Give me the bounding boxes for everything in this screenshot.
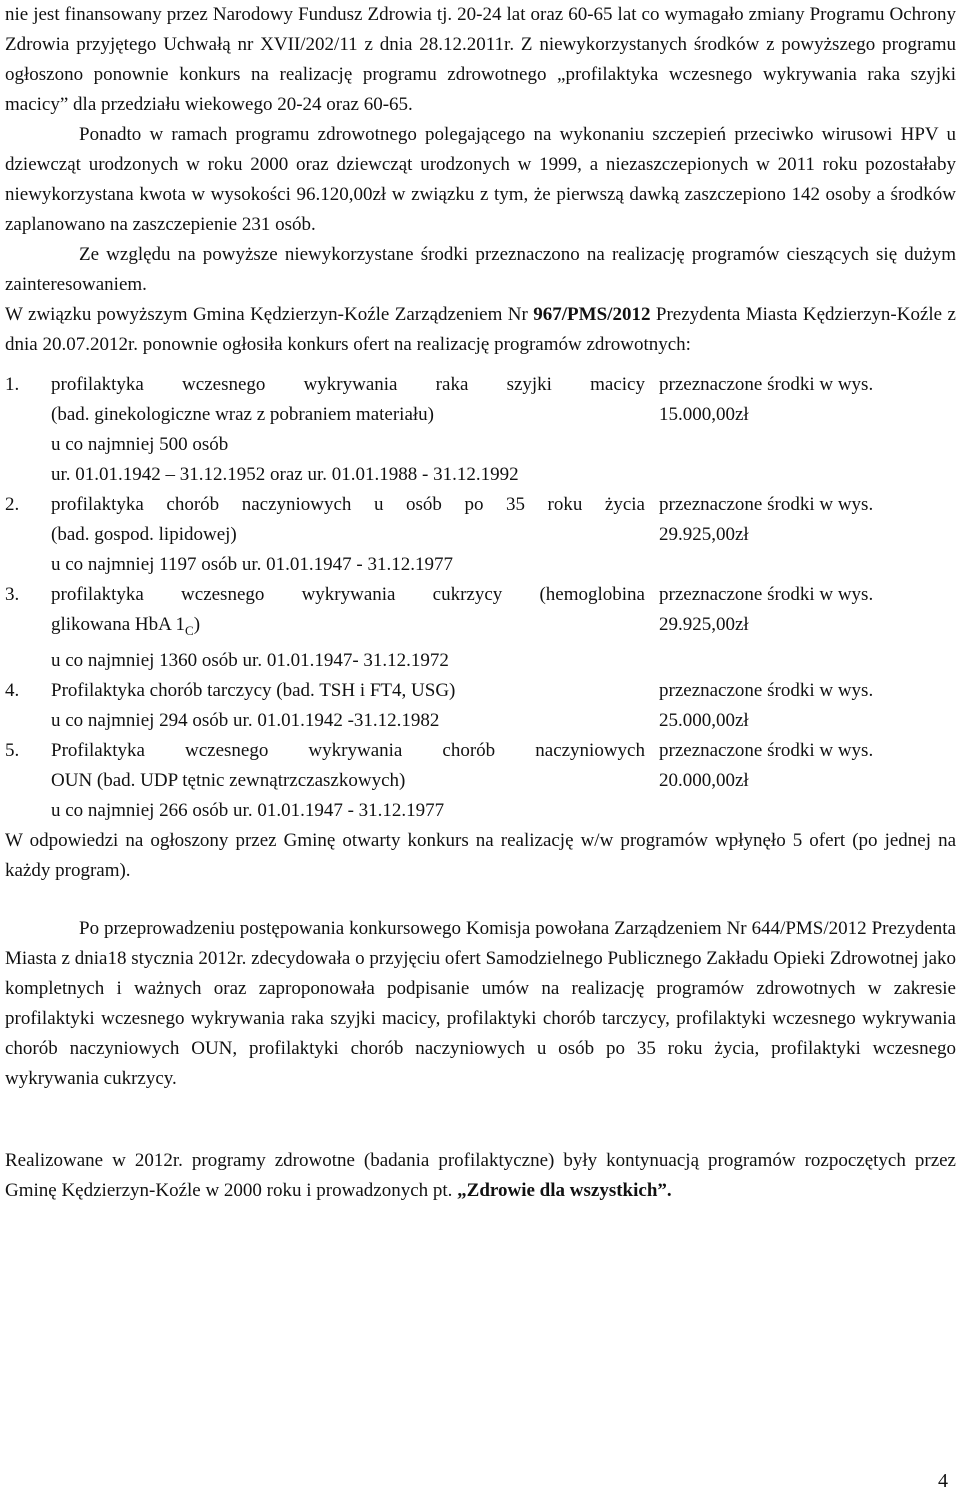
program-item: 3. profilaktyka wczesnego wykrywania cukrzycy (hemoglobina glikowana HbA $1_C$) u co najmniej 1360 osób ur. 01.01.1947- 31.12.1972 przeznaczone środki w wys. 29.925,00zł (5, 580, 956, 676)
program-list (5, 370, 956, 826)
funds-amount: 29.925,00zł (659, 614, 749, 635)
program-item: 1. profilaktyka wczesnego wykrywania raka szyjki macicy (bad. ginekologiczne wraz z pobraniem materiału) u co najmniej 500 osób ur. 01.01.1942 – 31.12.1952 oraz ur. 01.01.1988 - 31.12.1992 przeznaczone środki w wys. 15.000,00zł (5, 370, 956, 490)
ordinance-number: 967/PMS/2012 (533, 304, 651, 325)
paragraph-reallocation: Ze względu na powyższe niewykorzystane środki przeznaczono na realizację programów cieszących się dużym zainteresowaniem. (5, 244, 956, 295)
paragraph-hpv: Ponadto w ramach programu zdrowotnego polegającego na wykonaniu szczepień przeciwko wirusowi HPV u dziewcząt urodzonych w roku 2000 oraz dziewcząt urodzonych w 1999, a niezaszczepionych w 2011 roku pozostałaby niewykorzystana kwota w wysokości 96.120,00zł w związku z tym, że pierwszą dawką zaszczepiono 142 osoby a środków zaplanowano na zaszczepienie 231 osób. (5, 124, 956, 235)
paragraph-announcement: W związku powyższym Gmina Kędzierzyn-Koźle Zarządzeniem Nr 967/PMS/2012 Prezydenta Miasta Kędzierzyn-Koźle z dnia 20.07.2012r. ponownie ogłosiła konkurs ofert na realizację programów zdrowotnych: (5, 304, 956, 355)
funds-amount: 20.000,00zł (659, 769, 749, 791)
funds-amount: 29.925,00zł (659, 524, 749, 545)
program-item: 4. Profilaktyka chorób tarczycy (bad. TSH i FT4, USG) u co najmniej 294 osób ur. 01.01.1942 -31.12.1982 przeznaczone środki w wys. 25.000,00zł (5, 676, 956, 736)
paragraph-commission: Po przeprowadzeniu postępowania konkursowego Komisja powołana Zarządzeniem Nr 644/PMS/2012 Prezydenta Miasta z dnia18 stycznia 2012r. zdecydowała o przyjęciu ofert Samodzielnego Publicznego Zakładu Opieki Zdrowotnej jako kompletnych i ważnych oraz zaproponowała podpisanie umów na realizację programów zdrowotnych w zakresie profilaktyki wczesnego wykrywania raka szyjki macicy, profilaktyki chorób tarczycy, profilaktyki wczesnego wykrywania chorób naczyniowych OUN, profilaktyki chorób naczyniowych u osób po 35 roku życia, profilaktyki wczesnego wykrywania cukrzycy. (5, 917, 956, 1089)
program-item: 2. profilaktyka chorób naczyniowych u osób po 35 roku życia (bad. gospod. lipidowej) u co najmniej 1197 osób ur. 01.01.1947 - 31.12.1977 przeznaczone środki w wys. 29.925,00zł (5, 490, 956, 580)
funds-amount: 15.000,00zł (659, 404, 749, 425)
paragraph-funding: nie jest finansowany przez Narodowy Fundusz Zdrowia tj. 20-24 lat oraz 60-65 lat co wymagało zmiany Programu Ochrony Zdrowia przyjętego Uchwałą nr XVII/202/11 z dnia 28.12.2011r. Z niewykorzystanych środków z powyższego programu ogłoszono ponownie konkurs na realizację programu zdrowotnego „profilaktyka wczesnego wykrywania raka szyjki macicy” dla przedziału wiekowego 20-24 oraz 60-65. (5, 4, 956, 115)
page-number: 4 (938, 1470, 948, 1492)
program-title: „Zdrowie dla wszystkich”. (457, 1179, 672, 1201)
funds-amount: 25.000,00zł (659, 709, 749, 731)
program-item: 5. Profilaktyka wczesnego wykrywania chorób naczyniowych OUN (bad. UDP tętnic zewnątrzczaszkowych) u co najmniej 266 osób ur. 01.01.1947 - 31.12.1977 przeznaczone środki w wys. 20.000,00zł (5, 736, 956, 826)
paragraph-continuation: Realizowane w 2012r. programy zdrowotne (badania profilaktyczne) były kontynuacją programów rozpoczętych przez Gminę Kędzierzyn-Koźle w 2000 roku i prowadzonych pt. „Zdrowie dla wszystkich”. (5, 1149, 956, 1201)
paragraph-responses: W odpowiedzi na ogłoszony przez Gminę otwarty konkurs na realizację w/w programów wpłynęło 5 ofert (po jednej na każdy program). (5, 829, 956, 881)
